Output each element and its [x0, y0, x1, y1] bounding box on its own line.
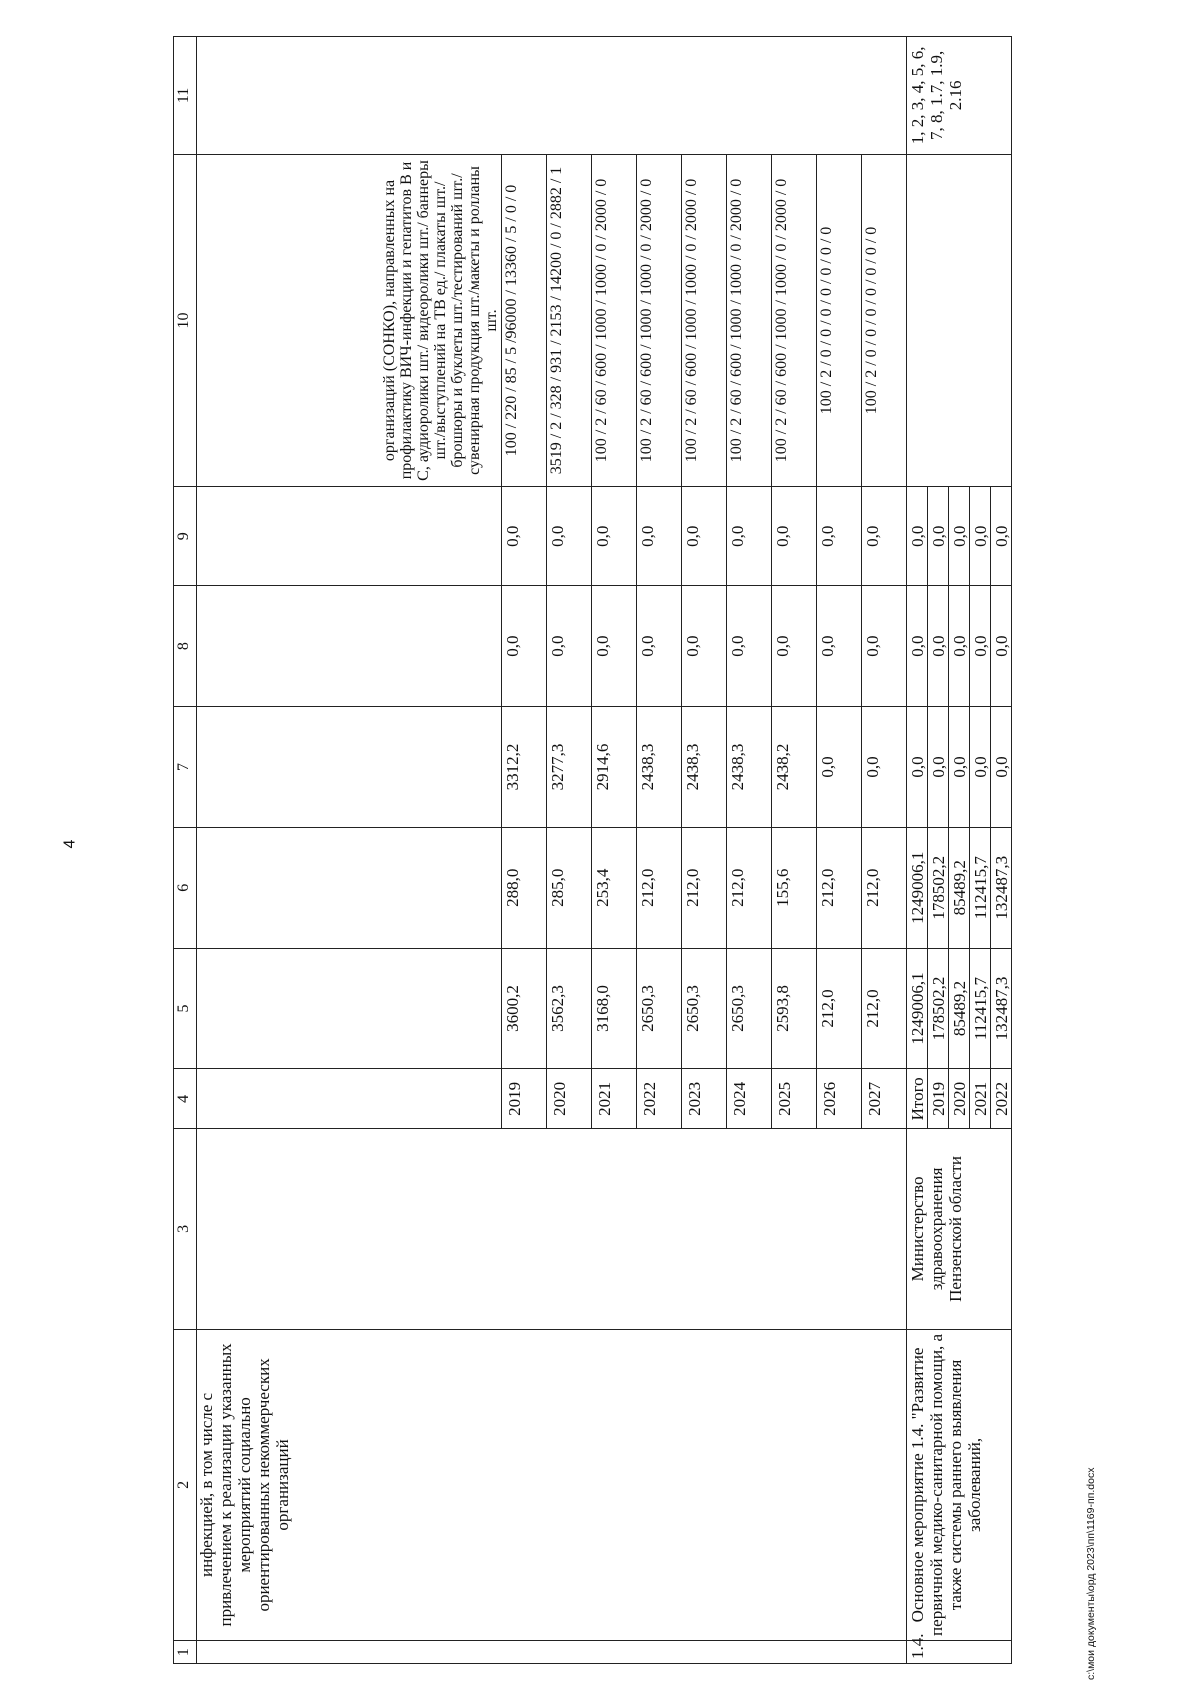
- column-header: 4: [174, 1069, 197, 1129]
- target-indicators-ref: 1, 2, 3, 4, 5, 6, 7, 8, 1.7, 1.9, 2.16: [907, 37, 1012, 155]
- column-header: 5: [174, 948, 197, 1069]
- regional-budget-cell: 212,0: [637, 827, 682, 948]
- column-header: 7: [174, 707, 197, 828]
- indicator-value-cell: 100 / 220 / 85 / 5 /96000 / 13360 / 5 / 0 / 0: [502, 154, 547, 486]
- cell-empty: [197, 707, 502, 828]
- extra-budget-cell: 0,0: [637, 487, 682, 586]
- indicator-value-cell: 100 / 2 / 0 / 0 / 0 / 0 / 0 / 0 / 0: [817, 154, 862, 486]
- local-budget-cell: 0,0: [547, 586, 592, 707]
- federal-budget-cell: 0,0: [991, 707, 1012, 828]
- federal-budget-cell: 2438,3: [682, 707, 727, 828]
- cell-empty: [197, 1069, 502, 1129]
- section-number: 1.4.: [907, 1641, 1012, 1664]
- total-cell: 2650,3: [682, 948, 727, 1069]
- total-cell: 2593,8: [772, 948, 817, 1069]
- previous-section-body: [197, 37, 907, 1664]
- total-cell: 212,0: [862, 948, 907, 1069]
- column-header: 8: [174, 586, 197, 707]
- column-header: 6: [174, 827, 197, 948]
- total-cell: 2650,3: [727, 948, 772, 1069]
- year-cell: 2022: [991, 1069, 1012, 1129]
- year-cell: 2020: [547, 1069, 592, 1129]
- extra-budget-cell: 0,0: [970, 487, 991, 586]
- regional-budget-cell: 112415,7: [970, 827, 991, 948]
- federal-budget-cell: 0,0: [949, 707, 970, 828]
- year-cell: 2019: [502, 1069, 547, 1129]
- section-executor: Министерство здравоохранения Пензенской области: [907, 1129, 1012, 1329]
- regional-budget-cell: 132487,3: [991, 827, 1012, 948]
- regional-budget-cell: 1249006,1: [907, 827, 928, 948]
- federal-budget-cell: 2438,3: [727, 707, 772, 828]
- extra-budget-cell: 0,0: [772, 487, 817, 586]
- regional-budget-cell: 155,6: [772, 827, 817, 948]
- total-cell: 3168,0: [592, 948, 637, 1069]
- indicator-value-cell: 100 / 2 / 60 / 600 / 1000 / 1000 / 0 / 2000 / 0: [637, 154, 682, 486]
- total-cell: 3600,2: [502, 948, 547, 1069]
- year-cell: Итого: [907, 1069, 928, 1129]
- total-cell: 1249006,1: [907, 948, 928, 1069]
- local-budget-cell: 0,0: [928, 586, 949, 707]
- year-cell: 2019: [928, 1069, 949, 1129]
- total-cell: 3562,3: [547, 948, 592, 1069]
- local-budget-cell: 0,0: [907, 586, 928, 707]
- local-budget-cell: 0,0: [949, 586, 970, 707]
- federal-budget-cell: 0,0: [862, 707, 907, 828]
- total-cell: 178502,2: [928, 948, 949, 1069]
- federal-budget-cell: 0,0: [907, 707, 928, 828]
- extra-budget-cell: 0,0: [547, 487, 592, 586]
- section-1-4-body: [907, 37, 1012, 1664]
- extra-budget-cell: 0,0: [502, 487, 547, 586]
- total-cell: 85489,2: [949, 948, 970, 1069]
- footer-file-path: c:\мои документы\орд 2023\пп\1169-пп.docx: [1085, 1467, 1097, 1680]
- regional-budget-cell: 285,0: [547, 827, 592, 948]
- column-number-row: [174, 37, 197, 1664]
- rotated-table-container: [173, 36, 1111, 1664]
- extra-budget-cell: 0,0: [862, 487, 907, 586]
- local-budget-cell: 0,0: [970, 586, 991, 707]
- local-budget-cell: 0,0: [502, 586, 547, 707]
- indicator-value-cell: 3519 / 2 / 328 / 931 / 2153 / 14200 / 0 / 2882 / 1: [547, 154, 592, 486]
- program-table: [173, 36, 1012, 1664]
- previous-measure-description: инфекцией, в том числе с привлечением к реализации указанных мероприятий социально ориентированных некоммерческих организаций: [197, 1329, 907, 1641]
- indicator-value-cell: 100 / 2 / 60 / 600 / 1000 / 1000 / 0 / 2000 / 0: [727, 154, 772, 486]
- cell-empty: [197, 827, 502, 948]
- regional-budget-cell: 253,4: [592, 827, 637, 948]
- indicator-description: организаций (СОНКО), направленных на профилактику ВИЧ-инфекции и гепатитов В и С, аудиоролики шт./ видеоролики шт./ баннеры шт./выступлений на ТВ ед./ плакаты шт./брошюры и буклеты шт./тестирований шт./ сувенирная продукция шт./макеты и ролланы шт.: [197, 154, 502, 486]
- local-budget-cell: 0,0: [817, 586, 862, 707]
- regional-budget-cell: 212,0: [862, 827, 907, 948]
- local-budget-cell: 0,0: [682, 586, 727, 707]
- section-title: Основное мероприятие 1.4. "Развитие первичной медико-санитарной помощи, а также системы раннего выявления заболеваний,: [907, 1329, 1012, 1641]
- cell-empty: [197, 37, 907, 155]
- federal-budget-cell: 0,0: [970, 707, 991, 828]
- federal-budget-cell: 2438,3: [637, 707, 682, 828]
- regional-budget-cell: 85489,2: [949, 827, 970, 948]
- local-budget-cell: 0,0: [991, 586, 1012, 707]
- regional-budget-cell: 212,0: [682, 827, 727, 948]
- local-budget-cell: 0,0: [637, 586, 682, 707]
- year-cell: 2023: [682, 1069, 727, 1129]
- page-number: 4: [61, 839, 79, 849]
- indicator-value-cell: 100 / 2 / 60 / 600 / 1000 / 1000 / 0 / 2000 / 0: [592, 154, 637, 486]
- regional-budget-cell: 212,0: [817, 827, 862, 948]
- total-cell: 212,0: [817, 948, 862, 1069]
- total-cell: 132487,3: [991, 948, 1012, 1069]
- year-cell: 2021: [592, 1069, 637, 1129]
- local-budget-cell: 0,0: [727, 586, 772, 707]
- year-cell: 2026: [817, 1069, 862, 1129]
- column-header: 3: [174, 1129, 197, 1329]
- extra-budget-cell: 0,0: [682, 487, 727, 586]
- column-header: 9: [174, 487, 197, 586]
- cell-empty: [197, 1129, 907, 1329]
- year-cell: 2021: [970, 1069, 991, 1129]
- indicator-value-cell: 100 / 2 / 60 / 600 / 1000 / 1000 / 0 / 2000 / 0: [682, 154, 727, 486]
- federal-budget-cell: 2438,2: [772, 707, 817, 828]
- total-cell: 2650,3: [637, 948, 682, 1069]
- section-1-4-row: [907, 37, 928, 1664]
- extra-budget-cell: 0,0: [949, 487, 970, 586]
- cell-empty: [197, 487, 502, 586]
- regional-budget-cell: 288,0: [502, 827, 547, 948]
- extra-budget-cell: 0,0: [817, 487, 862, 586]
- column-header: 1: [174, 1641, 197, 1664]
- extra-budget-cell: 0,0: [991, 487, 1012, 586]
- total-cell: 112415,7: [970, 948, 991, 1069]
- indicator-value-cell: 100 / 2 / 60 / 600 / 1000 / 1000 / 0 / 2000 / 0: [772, 154, 817, 486]
- indicator-value-cell: 100 / 2 / 0 / 0 / 0 / 0 / 0 / 0 / 0: [862, 154, 907, 486]
- extra-budget-cell: 0,0: [727, 487, 772, 586]
- cell-empty: [197, 948, 502, 1069]
- column-header: 11: [174, 37, 197, 155]
- federal-budget-cell: 0,0: [928, 707, 949, 828]
- regional-budget-cell: 178502,2: [928, 827, 949, 948]
- column-header: 10: [174, 154, 197, 486]
- year-cell: 2020: [949, 1069, 970, 1129]
- year-cell: 2027: [862, 1069, 907, 1129]
- local-budget-cell: 0,0: [862, 586, 907, 707]
- extra-budget-cell: 0,0: [928, 487, 949, 586]
- column-header: 2: [174, 1329, 197, 1641]
- federal-budget-cell: 3312,2: [502, 707, 547, 828]
- local-budget-cell: 0,0: [592, 586, 637, 707]
- year-cell: 2024: [727, 1069, 772, 1129]
- cell-empty: [197, 586, 502, 707]
- local-budget-cell: 0,0: [772, 586, 817, 707]
- federal-budget-cell: 2914,6: [592, 707, 637, 828]
- year-cell: 2025: [772, 1069, 817, 1129]
- federal-budget-cell: 0,0: [817, 707, 862, 828]
- previous-section-intro-row: [197, 37, 502, 1664]
- year-cell: 2022: [637, 1069, 682, 1129]
- extra-budget-cell: 0,0: [592, 487, 637, 586]
- regional-budget-cell: 212,0: [727, 827, 772, 948]
- cell-empty: [197, 1641, 907, 1664]
- extra-budget-cell: 0,0: [907, 487, 928, 586]
- cell-empty: [907, 154, 1012, 486]
- federal-budget-cell: 3277,3: [547, 707, 592, 828]
